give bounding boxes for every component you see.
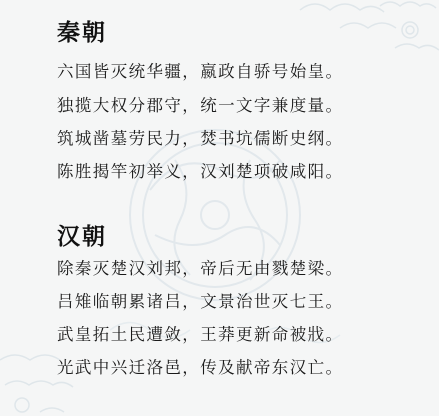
poem-line: 吕雉临朝累诸吕，文景治世灭七王。 xyxy=(57,292,344,311)
section-title-han: 汉朝 xyxy=(57,223,107,250)
poem-line: 除秦灭楚汉刘邦，帝后无由戮楚梁。 xyxy=(57,259,344,278)
poem-line: 独揽大权分郡守，统一文字兼度量。 xyxy=(57,96,344,115)
section-title-qin: 秦朝 xyxy=(57,19,107,46)
poem-line: 光武中兴迁洛邑，传及献帝东汉亡。 xyxy=(57,358,344,377)
poem-line: 武皇拓土民遭敛，王莽更新命被戕。 xyxy=(57,325,344,344)
poem-line: 陈胜揭竿初举义，汉刘楚项破咸阳。 xyxy=(57,162,344,181)
poem-line: 筑城凿墓劳民力，焚书坑儒断史纲。 xyxy=(57,129,344,148)
poem-line: 六国皆灭统华疆，嬴政自骄号始皇。 xyxy=(57,62,344,81)
